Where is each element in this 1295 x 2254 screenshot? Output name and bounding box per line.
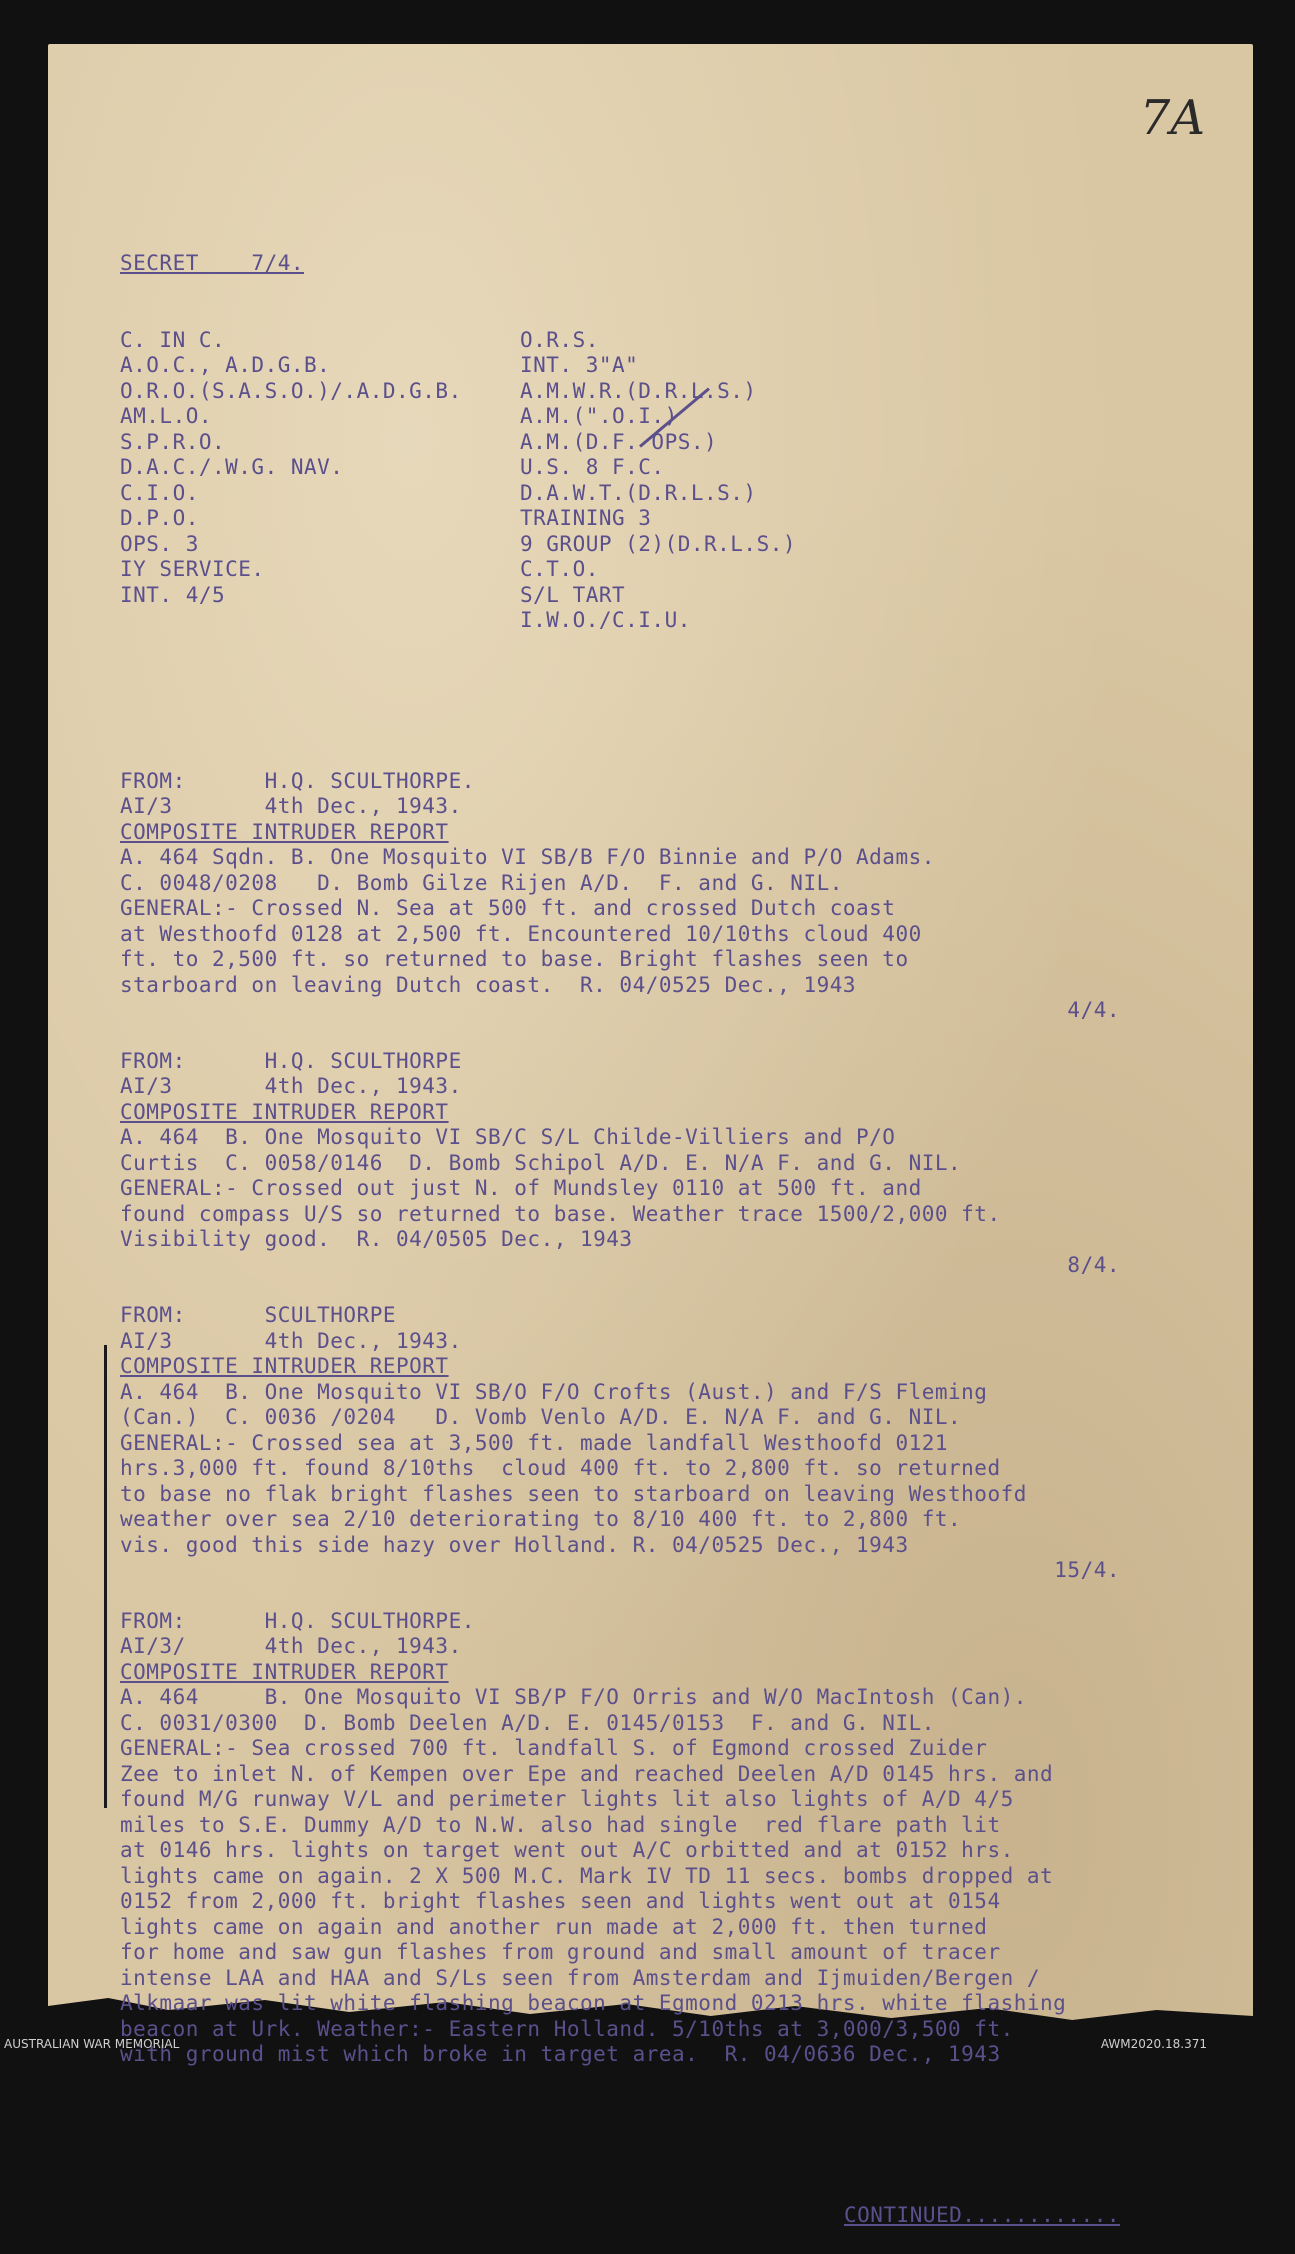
report-from: FROM: H.Q. SCULTHORPE — [120, 1048, 462, 1073]
report-line: Visibility good. R. 04/0505 Dec., 1943 — [120, 1227, 633, 1251]
report-line: vis. good this side hazy over Holland. R. 04/0525 Dec., 1943 — [120, 1532, 909, 1557]
report-line: found compass U/S so returned to base. Weather trace 1500/2,000 ft. — [120, 1201, 1001, 1226]
report-line: C. 0048/0208 D. Bomb Gilze Rijen A/D. F. and G. NIL. — [120, 870, 843, 895]
distribution-row — [120, 583, 1200, 609]
distribution-left: AM.L.O. — [120, 404, 213, 428]
distribution-row — [120, 455, 1200, 481]
report-line: beacon at Urk. Weather:- Eastern Holland. 5/10ths at 3,000/3,500 ft. — [120, 2016, 1014, 2041]
report-line: A. 464 B. One Mosquito VI SB/O F/O Crofts (Aust.) and F/S Fleming — [120, 1379, 988, 1404]
report-line: with ground mist which broke in target area. R. 04/0636 Dec., 1943 — [120, 2042, 1001, 2066]
distribution-row — [120, 379, 1200, 405]
distribution-right: O.R.S. — [520, 327, 599, 352]
distribution-left: S.P.R.O. — [120, 429, 226, 454]
report-line: GENERAL:- Sea crossed 700 ft. landfall S. of Egmond crossed Zuider — [120, 1736, 988, 1760]
report-line: at Westhoofd 0128 at 2,500 ft. Encountered 10/10ths cloud 400 — [120, 921, 922, 946]
report-line: lights came on again. 2 X 500 M.C. Mark IV TD 11 secs. bombs dropped at — [120, 1863, 1054, 1888]
distribution-right: S/L TART — [520, 582, 626, 607]
report-line: C. 0031/0300 D. Bomb Deelen A/D. E. 0145/0153 F. and G. NIL. — [120, 1710, 935, 1735]
report-line: GENERAL:- Crossed out just N. of Mundsley 0110 at 500 ft. and — [120, 1176, 922, 1200]
report-line: weather over sea 2/10 deteriorating to 8/10 400 ft. to 2,800 ft. — [120, 1507, 962, 1531]
distribution-right: 9 GROUP (2)(D.R.L.S.) — [520, 531, 797, 556]
distribution-row — [120, 481, 1200, 507]
margin-mark — [104, 1345, 107, 1808]
document-body — [120, 200, 1200, 2254]
handwritten-page-number: 7A — [1139, 90, 1205, 146]
distribution-row — [120, 430, 1200, 456]
report-line: GENERAL:- Crossed sea at 3,500 ft. made landfall Westhoofd 0121 — [120, 1430, 949, 1455]
report-date: AI/3 4th Dec., 1943. — [120, 1328, 462, 1353]
report-reference: 8/4. — [1067, 1252, 1120, 1277]
report-line: (Can.) C. 0036 /0204 D. Vomb Venlo A/D. E. N/A F. and G. NIL. — [120, 1405, 962, 1429]
distribution-row — [120, 404, 1200, 430]
distribution-left: C. IN C. — [120, 327, 226, 352]
distribution-row — [120, 608, 1200, 634]
distribution-left: INT. 4/5 — [120, 582, 226, 607]
distribution-left: D.A.C./.W.G. NAV. — [120, 455, 344, 479]
distribution-right: A.M.(D.F. OPS.) — [520, 429, 718, 454]
report-line: starboard on leaving Dutch coast. R. 04/0525 Dec., 1943 — [120, 972, 857, 997]
report-line: A. 464 Sqdn. B. One Mosquito VI SB/B F/O Binnie and P/O Adams. — [120, 845, 935, 869]
report-line: found M/G runway V/L and perimeter lights lit also lights of A/D 4/5 — [120, 1787, 1014, 1811]
distribution-left: O.R.O.(S.A.S.O.)/.A.D.G.B. — [120, 378, 462, 403]
report-line: ft. to 2,500 ft. so returned to base. Bright flashes seen to — [120, 947, 909, 971]
distribution-right: U.S. 8 F.C. — [520, 455, 665, 479]
report-date: AI/3 4th Dec., 1943. — [120, 794, 462, 818]
distribution-row — [120, 532, 1200, 558]
distribution-left: OPS. 3 — [120, 531, 199, 556]
continued-label: CONTINUED............ — [843, 2202, 1120, 2227]
report-line: Curtis C. 0058/0146 D. Bomb Schipol A/D. E. N/A F. and G. NIL. — [120, 1150, 962, 1175]
report-date: AI/3/ 4th Dec., 1943. — [120, 1634, 462, 1658]
report-from: FROM: H.Q. SCULTHORPE. — [120, 768, 475, 793]
report-line: to base no flak bright flashes seen to starboard on leaving Westhoofd — [120, 1481, 1027, 1506]
report-line: A. 464 B. One Mosquito VI SB/C S/L Childe-Villiers and P/O — [120, 1125, 896, 1149]
distribution-list — [120, 328, 1200, 634]
intruder-report — [120, 1049, 1200, 1279]
report-line: 0152 from 2,000 ft. bright flashes seen and lights went out at 0154 — [120, 1889, 1001, 1913]
reports — [120, 769, 1200, 2068]
distribution-right: INT. 3"A" — [520, 353, 639, 377]
report-from: FROM: SCULTHORPE — [120, 1303, 397, 1327]
distribution-right: TRAINING 3 — [520, 506, 652, 530]
footer-accession: AWM2020.18.371 — [1100, 2037, 1207, 2051]
distribution-left: A.O.C., A.D.G.B. — [120, 353, 331, 377]
report-reference: 4/4. — [1067, 998, 1120, 1022]
report-line: A. 464 B. One Mosquito VI SB/P F/O Orris and W/O MacIntosh (Can). — [120, 1685, 1027, 1709]
distribution-left: C.I.O. — [120, 480, 199, 505]
intruder-report — [120, 1303, 1200, 1584]
distribution-row — [120, 506, 1200, 532]
report-from: FROM: H.Q. SCULTHORPE. — [120, 1608, 475, 1633]
distribution-right: I.W.O./C.I.U. — [520, 608, 691, 632]
report-line: hrs.3,000 ft. found 8/10ths cloud 400 ft. to 2,800 ft. so returned — [120, 1456, 1001, 1480]
distribution-right: C.T.O. — [520, 557, 599, 581]
intruder-report — [120, 1609, 1200, 2068]
security-header: SECRET 7/4. — [120, 251, 305, 275]
report-line: intense LAA and HAA and S/Ls seen from Amsterdam and Ijmuiden/Bergen / — [120, 1965, 1041, 1990]
distribution-left: IY SERVICE. — [120, 557, 265, 581]
report-title: COMPOSITE INTRUDER REPORT — [120, 1099, 449, 1124]
report-reference: 15/4. — [1054, 1558, 1120, 1582]
distribution-row — [120, 353, 1200, 379]
report-line: lights came on again and another run made at 2,000 ft. then turned — [120, 1914, 988, 1939]
report-title: COMPOSITE INTRUDER REPORT — [120, 819, 449, 844]
report-line: Zee to inlet N. of Kempen over Epe and reached Deelen A/D 0145 hrs. and — [120, 1761, 1054, 1786]
report-line: miles to S.E. Dummy A/D to N.W. also had single red flare path lit — [120, 1812, 1001, 1837]
distribution-right: A.M.W.R.(D.R.L.S.) — [520, 378, 757, 403]
report-line: GENERAL:- Crossed N. Sea at 500 ft. and crossed Dutch coast — [120, 896, 896, 920]
distribution-right: D.A.W.T.(D.R.L.S.) — [520, 480, 757, 505]
distribution-right: A.M.(".O.I.) — [520, 404, 678, 428]
report-date: AI/3 4th Dec., 1943. — [120, 1074, 462, 1098]
report-line: Alkmaar was lit white flashing beacon at Egmond 0213 hrs. white flashing — [120, 1991, 1067, 2015]
distribution-left: D.P.O. — [120, 506, 199, 530]
intruder-report — [120, 769, 1200, 1024]
distribution-row — [120, 557, 1200, 583]
distribution-row — [120, 328, 1200, 354]
report-line: at 0146 hrs. lights on target went out A/C orbitted and at 0152 hrs. — [120, 1838, 1014, 1862]
report-title: COMPOSITE INTRUDER REPORT — [120, 1354, 449, 1378]
footer-institution: AUSTRALIAN WAR MEMORIAL — [4, 2037, 180, 2051]
report-title: COMPOSITE INTRUDER REPORT — [120, 1659, 449, 1684]
report-line: for home and saw gun flashes from ground and small amount of tracer — [120, 1940, 1001, 1964]
